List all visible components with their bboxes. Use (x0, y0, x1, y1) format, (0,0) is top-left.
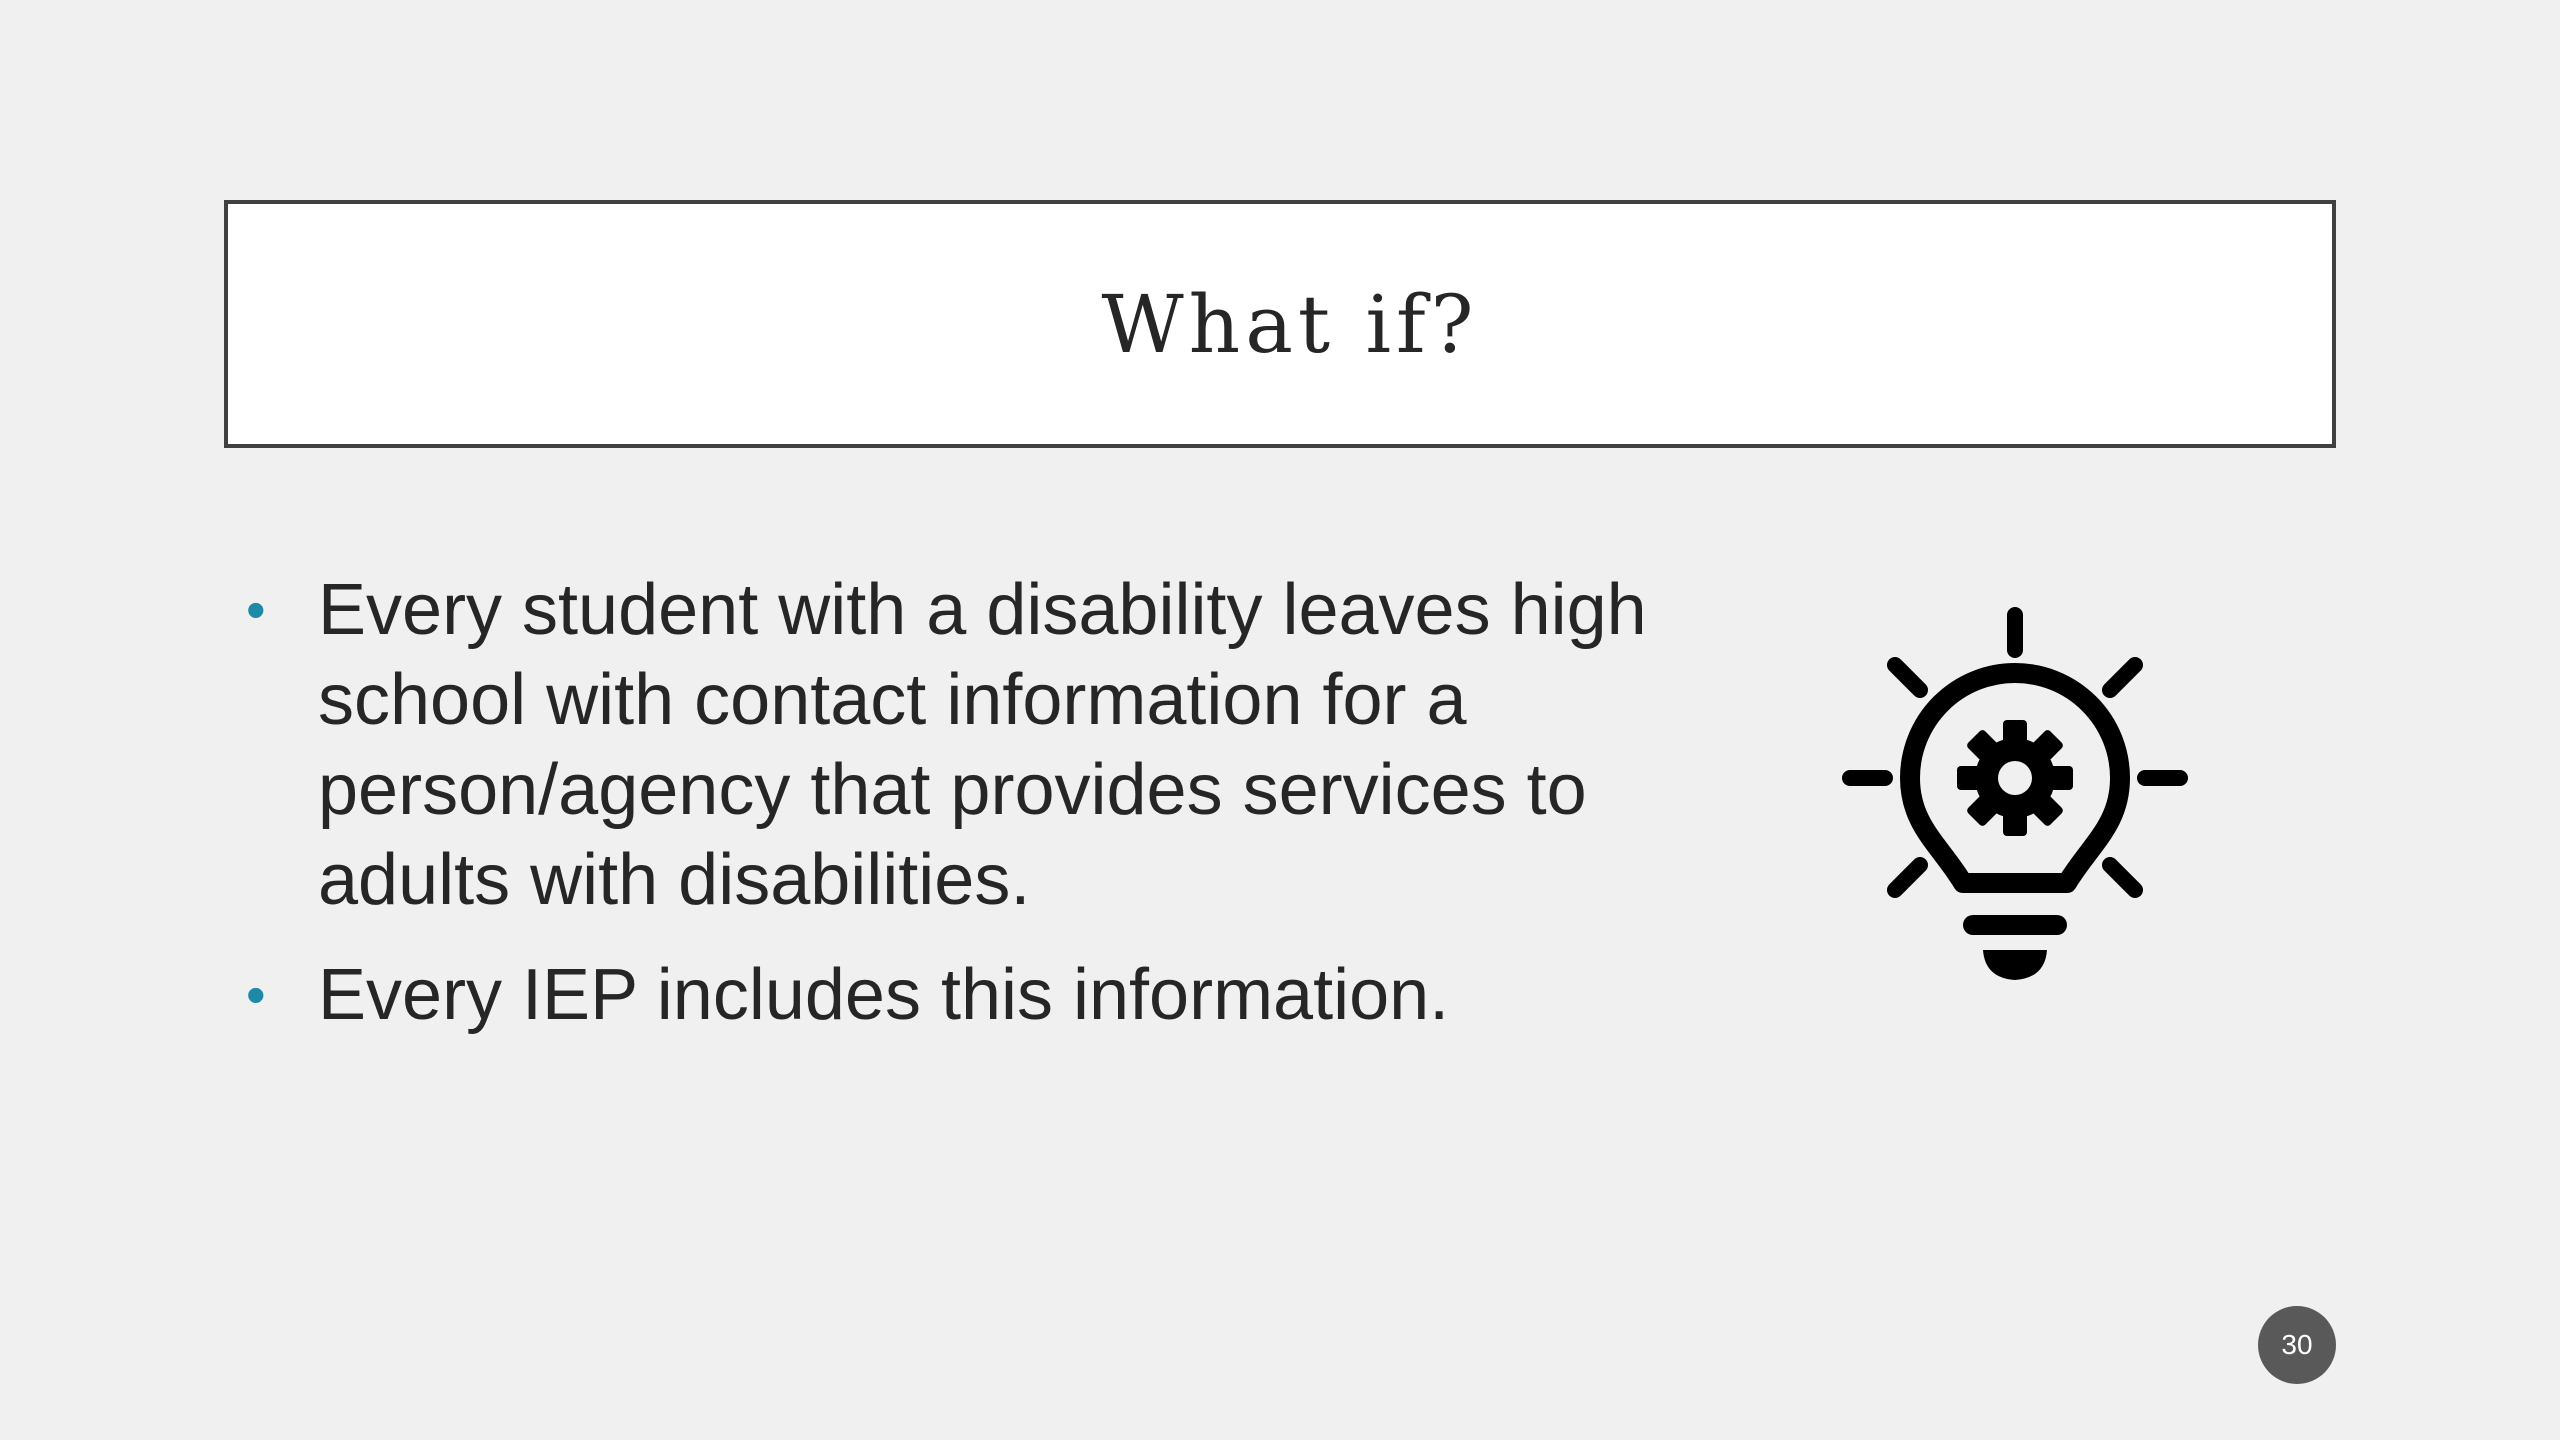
page-number-badge: 30 (2258, 1306, 2336, 1384)
slide-title: What if? (1101, 277, 1479, 371)
bullet-text: Every student with a disability leaves high school with contact information for a person/agency that provides services to adults with disabilities. (318, 570, 1647, 920)
bullet-list (238, 565, 1758, 1065)
bullet-item (238, 950, 1758, 1040)
bullet-marker: • (246, 578, 266, 641)
bullet-item (238, 565, 1758, 925)
lightbulb-gear-icon (1835, 600, 2195, 990)
bullet-marker: • (246, 963, 266, 1026)
bullet-text: Every IEP includes this information. (318, 955, 1450, 1035)
title-box (224, 200, 2336, 448)
